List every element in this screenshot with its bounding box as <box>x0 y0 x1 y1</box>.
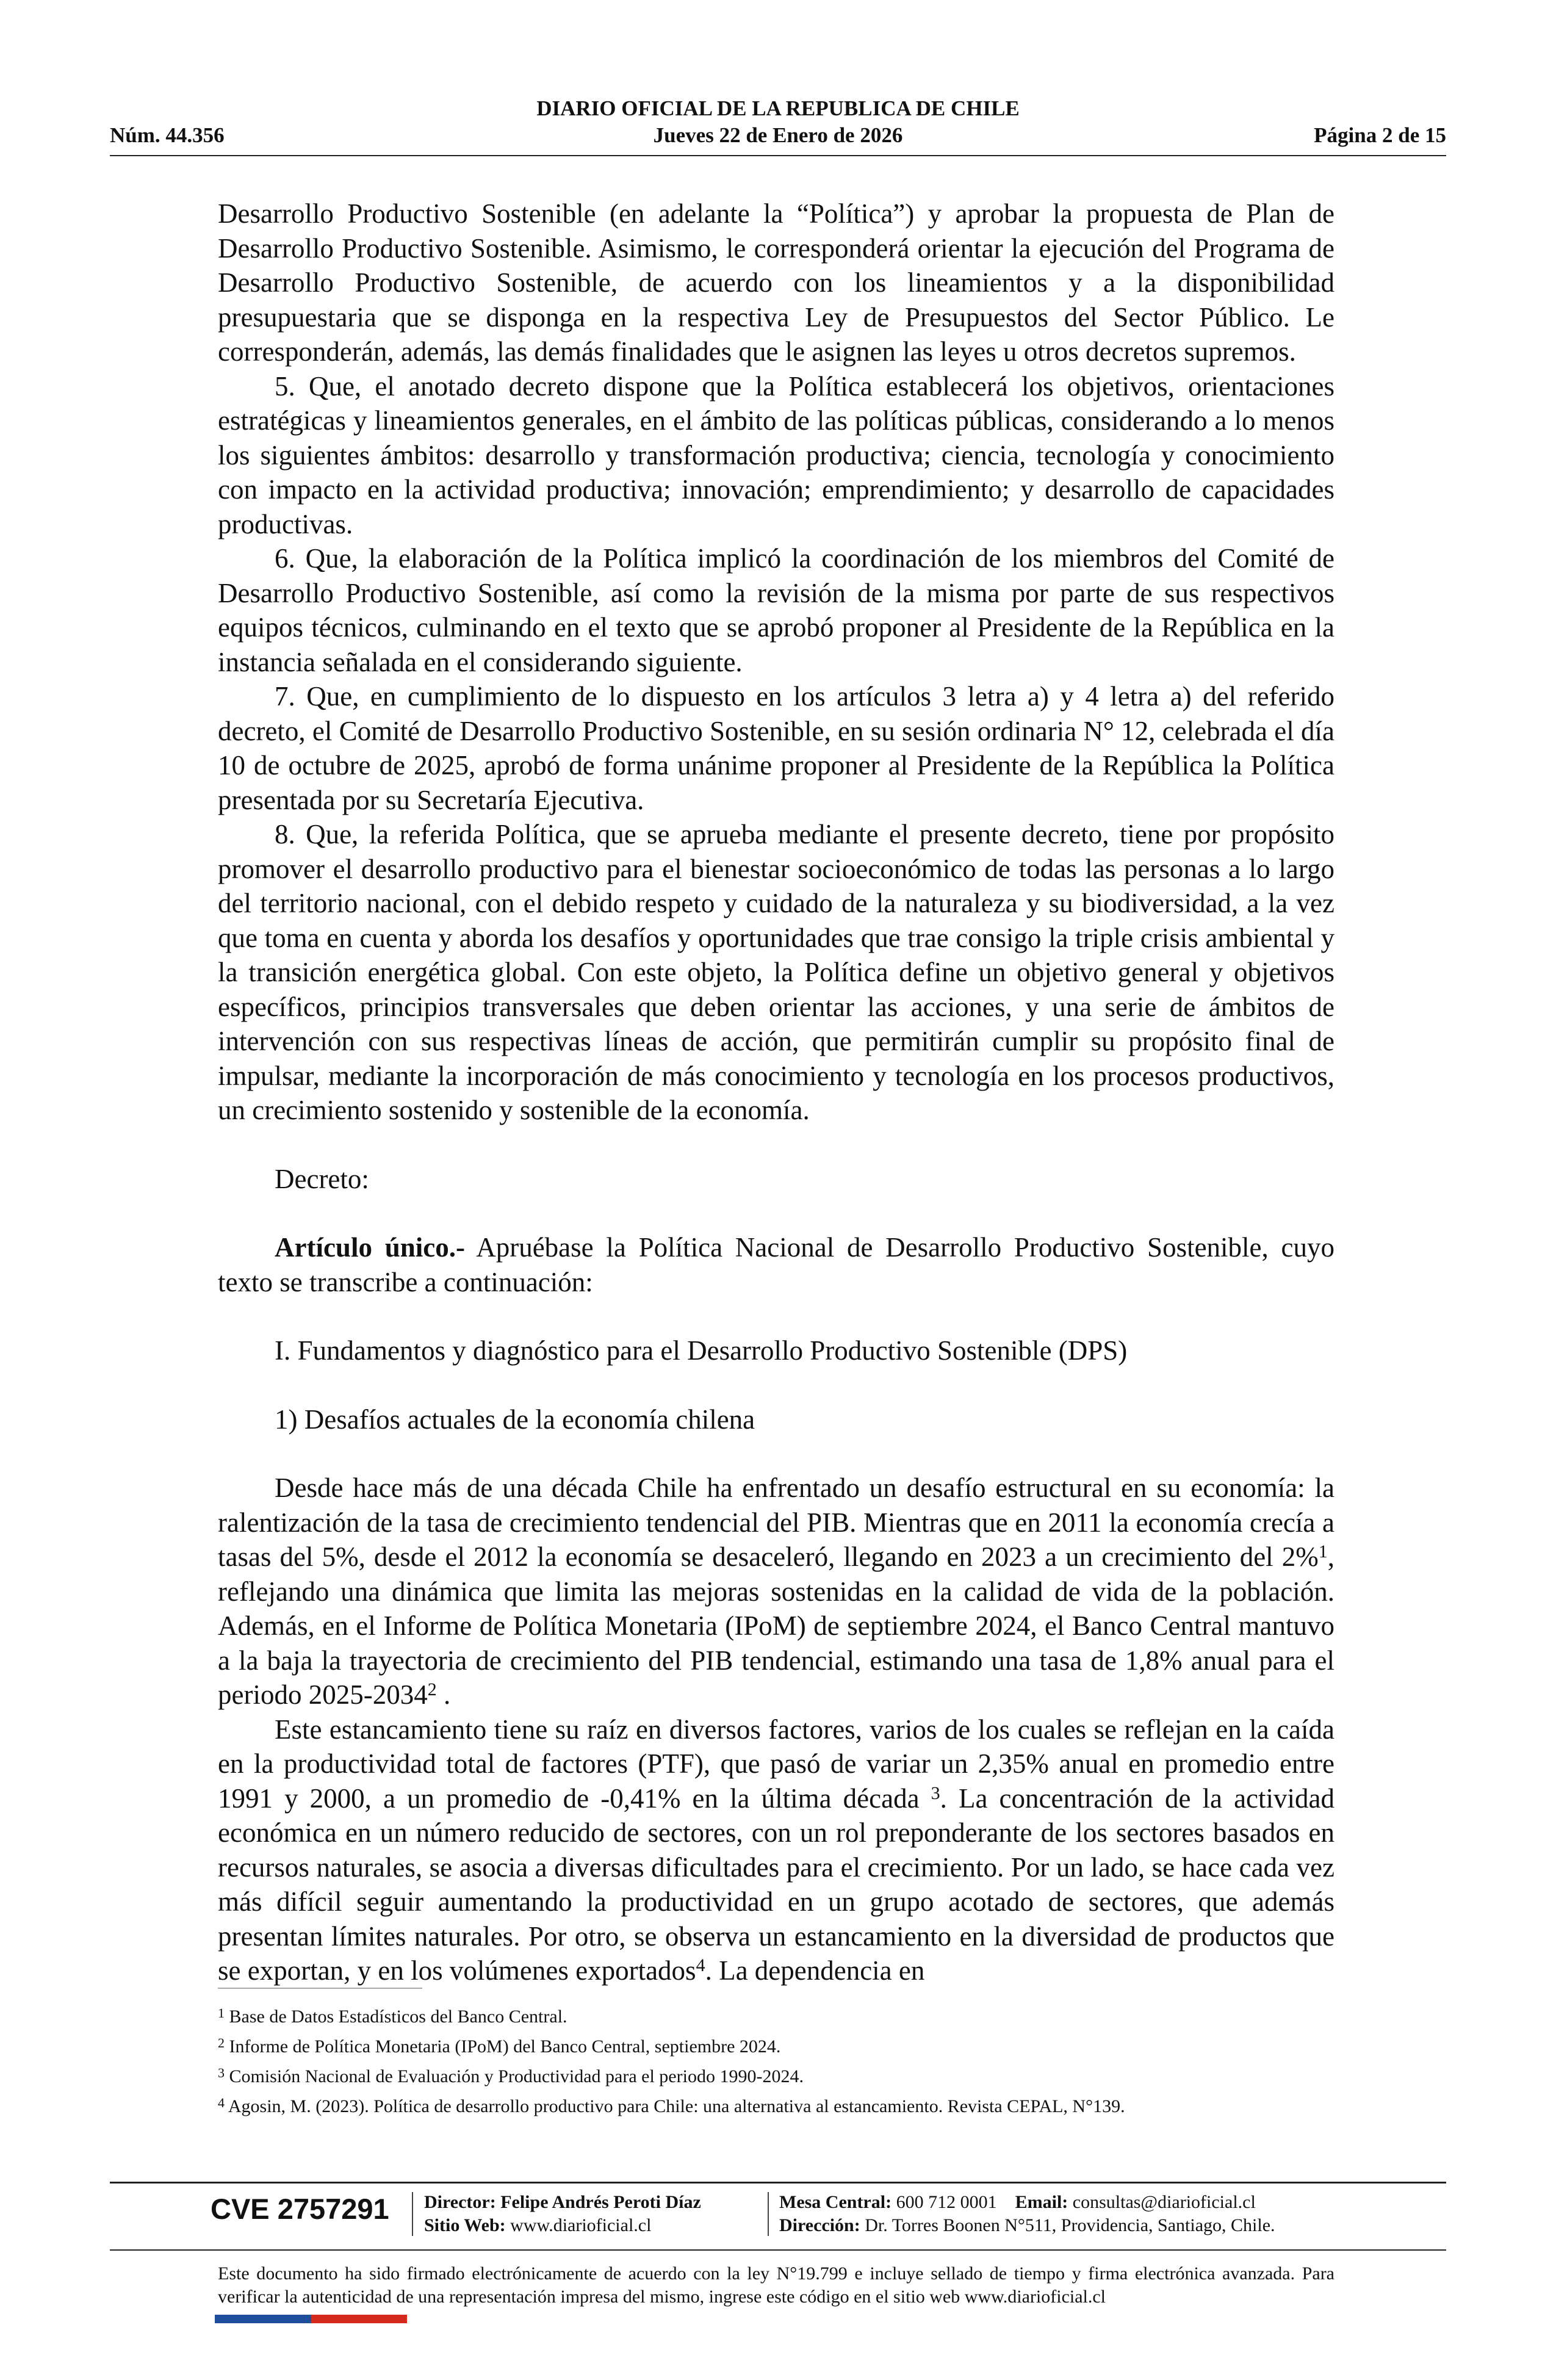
flag-red-segment <box>311 2315 407 2323</box>
footnote-divider <box>218 1988 422 1989</box>
footnote: $^3$ Comisión Nacional de Evaluación y Productividad para el periodo 1990-2024. <box>218 2065 804 2086</box>
footnote-ref[interactable]: 2 <box>427 1679 437 1700</box>
flag-blue-segment <box>215 2315 311 2323</box>
signature-note: Este documento ha sido firmado electrónicamente de acuerdo con la ley N°19.799 e incluye sellado de tiempo y firma electrónica avanzada. Para verificar la autenticidad de una representación impresa del mismo, ingrese este código en el sitio web www.diarioficial.cl <box>218 2263 1334 2307</box>
email-link[interactable]: consultas@diarioficial.cl <box>1072 2192 1256 2212</box>
footer-contact-block: Mesa Central: 600 712 0001 Email: consultas@diarioficial.cl Dirección: Dr. Torres Boonen N°511, Providencia, Santiago, Chile. <box>779 2192 1275 2235</box>
footer-divider <box>110 2182 1446 2183</box>
flag-stripe <box>215 2315 407 2323</box>
article-paragraph <box>218 1230 1334 1299</box>
paragraph-8: 8. Que, la referida Política, que se aprueba mediante el presente decreto, tiene por propósito promover el desarrollo productivo para el bienestar socioeconómico de todas las personas a lo largo del territorio nacional, con el debido respeto y cuidado de la naturaleza y su biodiversidad, a la vez que toma en cuenta y aborda los desafíos y oportunidades que trae consigo la triple crisis ambiental y la transición energética global. Con este objeto, la Política define un objetivo general y objetivos específicos, principios transversales que deben orientar las acciones, y una serie de ámbitos de intervención con sus respectivas líneas de acción, que permitirán cumplir su propósito final de impulsar, mediante la incorporación de más conocimiento y tecnología en los procesos productivos, un crecimiento sostenido y sostenible de la economía. <box>218 819 1334 1125</box>
header-divider <box>110 155 1446 156</box>
paragraph-desafios-1: Desde hace más de una década Chile ha enfrentado un desafío estructural en su economía: la ralentización de la tasa de crecimiento tendencial del PIB. Mientras que en 2011 la economía crecía a tasas del 5%, desde el 2012 la economía se desaceleró, llegando en 2023 a un crecimiento del 2%$^1$, reflejando una dinámica que limita las mejoras sostenidas en la calidad de vida de la población. Además, en el Informe de Política Monetaria (IPoM) de septiembre 2024, el Banco Central mantuvo a la baja la trayectoria de crecimiento del PIB tendencial, estimando una tasa de 1,8% anual para el periodo 2025-2034$^2$ . <box>218 1473 1334 1710</box>
paragraph-continuation: Desarrollo Productivo Sostenible (en adelante la “Política”) y aprobar la propuesta de Plan de Desarrollo Productivo Sostenible. Asimismo, le corresponderá orientar la ejecución del Programa de Desarrollo Productivo Sostenible, de acuerdo con los lineamientos y a la disponibilidad presupuestaria que se disponga en la respectiva Ley de Presupuestos del Sector Público. Le corresponderán, además, las demás finalidades que le asignen las leyes u otros decretos supremos. <box>218 198 1334 367</box>
decree-heading: Decreto: <box>275 1163 369 1194</box>
footnote: $^4$ Agosin, M. (2023). Política de desarrollo productivo para Chile: una alternativa al estancamiento. Revista CEPAL, N°139. <box>218 2095 1125 2116</box>
publication-title: DIARIO OFICIAL DE LA REPUBLICA DE CHILE <box>536 96 1020 120</box>
footer-director-block: Director: Felipe Andrés Peroti Díaz Sitio Web: www.diarioficial.cl <box>424 2192 701 2235</box>
footer-separator <box>412 2192 413 2236</box>
subsection-title: 1) Desafíos actuales de la economía chilena <box>275 1404 755 1435</box>
page-number: Página 2 de 15 <box>1314 123 1446 147</box>
article-label: Artículo único.- <box>275 1232 465 1263</box>
paragraph-7: 7. Que, en cumplimiento de lo dispuesto en los artículos 3 letra a) y 4 letra a) del referido decreto, el Comité de Desarrollo Productivo Sostenible, en su sesión ordinaria N° 12, celebrada el día 10 de octubre de 2025, aprobó de forma unánime proponer al Presidente de la República la Política presentada por su Secretaría Ejecutiva. <box>218 681 1334 815</box>
issue-number: Núm. 44.356 <box>110 123 225 147</box>
footnote-ref[interactable]: 4 <box>696 1955 705 1975</box>
footnote: $^2$ Informe de Política Monetaria (IPoM) del Banco Central, septiembre 2024. <box>218 2035 781 2057</box>
footnotes <box>218 2002 1334 2121</box>
issue-date: Jueves 22 de Enero de 2026 <box>653 123 903 147</box>
director-name: Felipe Andrés Peroti Díaz <box>500 2192 701 2212</box>
footnote-ref[interactable]: 1 <box>1318 1542 1328 1562</box>
paragraph-6: 6. Que, la elaboración de la Política implicó la coordinación de los miembros del Comité de Desarrollo Productivo Sostenible, así como la revisión de la misma por parte de sus respectivos equipos técnicos, culminando en el texto que se aprobó proponer al Presidente de la República en la instancia señalada en el considerando siguiente. <box>218 543 1334 677</box>
section-title: I. Fundamentos y diagnóstico para el Desarrollo Productivo Sostenible (DPS) <box>275 1335 1128 1366</box>
article-text: Apruébase la Política Nacional de Desarrollo Productivo Sostenible, cuyo texto se transcribe a continuación: <box>218 1232 1334 1297</box>
paragraph-5: 5. Que, el anotado decreto dispone que la Política establecerá los objetivos, orientaciones estratégicas y lineamientos generales, en el ámbito de las políticas públicas, considerando a lo menos los siguientes ámbitos: desarrollo y transformación productiva; ciencia, tecnología y conocimiento con impacto en la actividad productiva; innovación; emprendimiento; y desarrollo de capacidades productivas. <box>218 370 1334 539</box>
address: Dr. Torres Boonen N°511, Providencia, Santiago, Chile. <box>865 2215 1275 2235</box>
document-body <box>218 197 1334 1988</box>
footnote: $^1$ Base de Datos Estadísticos del Banco Central. <box>218 2005 567 2027</box>
website-link[interactable]: www.diarioficial.cl <box>510 2215 652 2235</box>
footer-separator <box>768 2192 769 2236</box>
footer-divider-2 <box>110 2249 1446 2251</box>
cve-code: CVE 2757291 <box>211 2193 389 2225</box>
phone-number: 600 712 0001 <box>896 2192 997 2212</box>
paragraph-desafios-2: Este estancamiento tiene su raíz en diversos factores, varios de los cuales se reflejan en la caída en la productividad total de factores (PTF), que pasó de variar un 2,35% anual en promedio entre 1991 y 2000, a un promedio de -0,41% en la última década $^3$. La concentración de la actividad económica en un número reducido de sectores, con un rol preponderante de los sectores basados en recursos naturales, se asocia a diversas dificultades para el crecimiento. Por un lado, se hace cada vez más difícil seguir aumentando la productividad en un grupo acotado de sectores, que además presentan límites naturales. Por otro, se observa un estancamiento en la diversidad de productos que se exportan, y en los volúmenes exportados$^4$. La dependencia en <box>218 1714 1334 1986</box>
footnote-ref[interactable]: 3 <box>931 1783 940 1803</box>
